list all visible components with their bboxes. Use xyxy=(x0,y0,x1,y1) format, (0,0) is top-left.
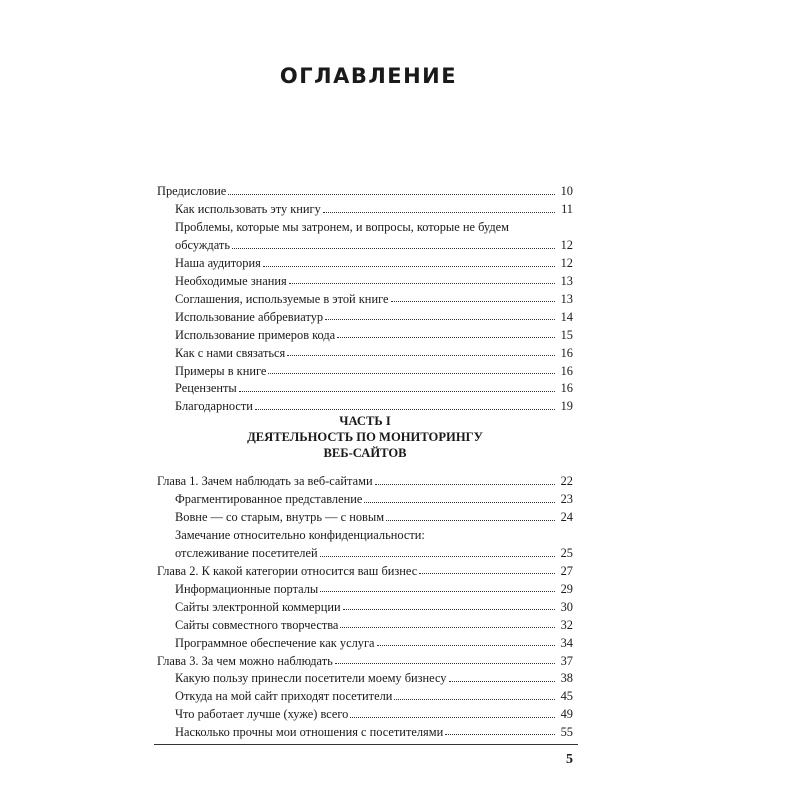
toc-entry-page: 23 xyxy=(560,492,573,507)
toc-entry-label: Глава 1. Зачем наблюдать за веб-сайтами xyxy=(157,474,373,489)
toc-entry xyxy=(157,234,573,252)
toc-entry-label: Благодарности xyxy=(175,399,253,414)
toc-entry-label: Соглашения, используемые в этой книге xyxy=(175,291,389,306)
dot-leader xyxy=(350,717,555,718)
toc-entry-label: Наша аудитория xyxy=(175,256,261,271)
dot-leader xyxy=(391,301,556,302)
toc-entry-label: Фрагментированное представление xyxy=(175,492,363,507)
toc-entry xyxy=(157,577,573,595)
toc-entry-label: Программное обеспечение как услуга xyxy=(175,635,375,650)
toc-entry-label: отслеживание посетителей xyxy=(175,546,318,561)
toc-entry-label: Примеры в книге xyxy=(175,363,267,378)
toc-entry-page: 16 xyxy=(560,363,573,378)
dot-leader xyxy=(375,484,555,485)
toc-entry xyxy=(157,305,573,323)
dot-leader xyxy=(343,609,555,610)
dot-leader xyxy=(325,319,555,320)
front-matter-toc xyxy=(157,180,573,413)
toc-entry xyxy=(157,703,573,721)
page-title: ОГЛАВЛЕНИЕ xyxy=(279,64,458,88)
toc-entry xyxy=(157,560,573,578)
toc-entry-page: 11 xyxy=(561,202,573,217)
dot-leader xyxy=(335,663,555,664)
toc-entry-page: 22 xyxy=(560,474,573,489)
toc-entry xyxy=(157,341,573,359)
toc-entry-page: 32 xyxy=(560,617,573,632)
toc-entry xyxy=(157,270,573,288)
toc-entry-page: 30 xyxy=(560,599,573,614)
toc-entry-label: обсуждать xyxy=(175,238,230,253)
toc-entry xyxy=(157,252,573,270)
toc-entry-page: 12 xyxy=(560,256,573,271)
toc-entry xyxy=(157,180,573,198)
toc-entry xyxy=(157,542,573,560)
toc-entry-page: 34 xyxy=(560,635,573,650)
toc-entry-line xyxy=(157,524,573,542)
toc-entry xyxy=(157,395,573,413)
toc-entry xyxy=(157,721,573,739)
toc-entry-page: 16 xyxy=(560,345,573,360)
toc-entry-page: 19 xyxy=(560,399,573,414)
toc-entry-page: 15 xyxy=(560,327,573,342)
toc-entry-label: Сайты совместного творчества xyxy=(175,617,339,632)
toc-entry-page: 16 xyxy=(560,381,573,396)
toc-entry xyxy=(157,323,573,341)
toc-entry-page: 25 xyxy=(560,546,573,561)
toc-entry-line xyxy=(157,216,573,234)
toc-entry-page: 49 xyxy=(560,707,573,722)
dot-leader xyxy=(289,283,555,284)
dot-leader xyxy=(323,212,555,213)
dot-leader xyxy=(394,699,555,700)
dot-leader xyxy=(320,556,555,557)
toc-entry-label: Что работает лучше (хуже) всего xyxy=(175,707,349,722)
toc-entry xyxy=(157,613,573,631)
dot-leader xyxy=(364,502,555,503)
dot-leader xyxy=(337,337,555,338)
dot-leader xyxy=(268,373,555,374)
dot-leader xyxy=(449,681,555,682)
toc-entry-page: 37 xyxy=(560,653,573,668)
dot-leader xyxy=(445,734,555,735)
part-title-line1: ДЕЯТЕЛЬНОСТЬ ПО МОНИТОРИНГУ xyxy=(247,430,483,444)
toc-entry-label: Насколько прочны мои отношения с посетителями xyxy=(175,725,444,740)
dot-leader xyxy=(263,266,555,267)
toc-entry-label: Как использовать эту книгу xyxy=(175,202,321,217)
toc-entry xyxy=(157,685,573,703)
toc-entry-page: 13 xyxy=(560,291,573,306)
toc-entry-label: Глава 3. За чем можно наблюдать xyxy=(157,653,333,668)
toc-entry-page: 55 xyxy=(560,725,573,740)
part-heading xyxy=(157,413,573,461)
toc-entry xyxy=(157,649,573,667)
toc-entry-page: 13 xyxy=(560,274,573,289)
toc-entry-label: Глава 2. К какой категории относится ваш бизнес xyxy=(157,564,418,579)
dot-leader xyxy=(419,573,555,574)
toc-entry-page: 10 xyxy=(560,184,573,199)
toc-entry-label: Проблемы, которые мы затронем, и вопросы, которые не будем xyxy=(175,220,509,235)
toc-entry-page: 12 xyxy=(560,238,573,253)
toc-entry-label: Какую пользу принесли посетители моему бизнесу xyxy=(175,671,447,686)
dot-leader xyxy=(386,520,555,521)
toc-entry-label: Предисловие xyxy=(157,184,227,199)
dot-leader xyxy=(340,627,555,628)
footer-rule xyxy=(154,744,578,745)
toc-entry xyxy=(157,506,573,524)
part-title-line2: ВЕБ-САЙТОВ xyxy=(323,446,407,460)
dot-leader xyxy=(287,355,555,356)
toc-entry xyxy=(157,198,573,216)
page-number: 5 xyxy=(566,752,573,767)
toc-entry-label: Информационные порталы xyxy=(175,581,319,596)
toc-entry xyxy=(157,377,573,395)
toc-entry-page: 27 xyxy=(560,564,573,579)
toc-entry-label: Откуда на мой сайт приходят посетители xyxy=(175,689,393,704)
toc-entry-page: 14 xyxy=(560,309,573,324)
toc-entry xyxy=(157,359,573,377)
toc-entry xyxy=(157,667,573,685)
part-number: ЧАСТЬ I xyxy=(339,414,391,428)
dot-leader xyxy=(377,645,555,646)
toc-entry-label: Как с нами связаться xyxy=(175,345,286,360)
toc-entry xyxy=(157,287,573,305)
toc-entry-page: 45 xyxy=(560,689,573,704)
toc-entry-label: Рецензенты xyxy=(175,381,237,396)
toc-entry xyxy=(157,595,573,613)
toc-entry-label: Необходимые знания xyxy=(175,274,287,289)
toc-entry-page: 24 xyxy=(560,510,573,525)
toc-entry xyxy=(157,470,573,488)
toc-entry-page: 29 xyxy=(560,581,573,596)
toc-entry xyxy=(157,488,573,506)
toc-entry-page: 38 xyxy=(560,671,573,686)
toc-entry-label: Сайты электронной коммерции xyxy=(175,599,341,614)
dot-leader xyxy=(239,391,555,392)
toc-entry-label: Использование примеров кода xyxy=(175,327,336,342)
toc-entry-label: Замечание относительно конфиденциальности: xyxy=(175,528,425,543)
toc-entry xyxy=(157,631,573,649)
chapters-toc xyxy=(157,470,573,738)
toc-entry-label: Использование аббревиатур xyxy=(175,309,324,324)
dot-leader xyxy=(255,409,555,410)
toc-entry-label: Вовне — со старым, внутрь — с новым xyxy=(175,510,385,525)
dot-leader xyxy=(320,591,555,592)
dot-leader xyxy=(232,248,555,249)
dot-leader xyxy=(228,194,555,195)
